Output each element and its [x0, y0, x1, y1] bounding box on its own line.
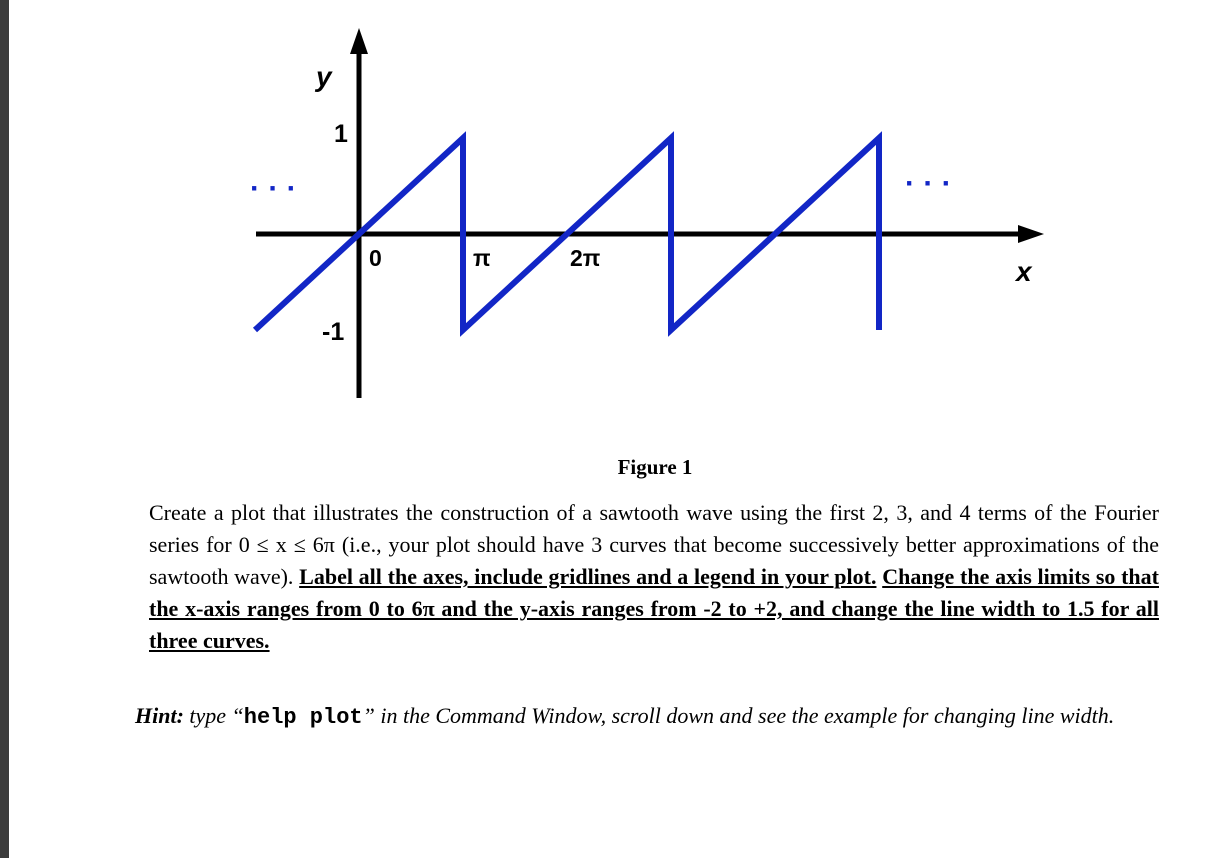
x-tick-0: 0 — [369, 245, 382, 271]
hint-text-1: type “ — [189, 703, 244, 728]
y-tick-neg1: -1 — [322, 318, 345, 346]
left-ellipsis: · · · — [250, 172, 297, 205]
right-ellipsis: · · · — [905, 167, 952, 200]
paragraph-underlined-1: Label all the axes, include gridlines and a legend in your plot — [299, 564, 871, 589]
hint-code: help plot — [243, 705, 363, 730]
x-tick-2pi: 2π — [570, 245, 601, 271]
hint-label: Hint: — [135, 703, 184, 728]
hint-text-2: ” in the Command Window, scroll down and see the example for changing line width. — [362, 703, 1115, 728]
paragraph-text: Create a plot that illustrates the construction of a sawtooth wave using the first 2, 3, and 4 terms of the Fourier series for 0 ≤ x ≤ 6π (i.e., your plot should have 3 curves that become successively better approximations of the sawtooth wave). — [149, 500, 1159, 589]
y-axis-label: y — [316, 61, 332, 92]
assignment-paragraph — [149, 497, 1159, 657]
y-tick-1: 1 — [334, 120, 348, 148]
x-tick-pi: π — [473, 245, 491, 271]
paragraph-period: . — [870, 564, 877, 589]
figure-caption: Figure 1 — [617, 455, 693, 479]
hint-paragraph — [135, 700, 1165, 734]
x-axis-label: x — [1016, 256, 1032, 287]
y-axis-arrow-icon — [350, 28, 368, 54]
paragraph-underlined-2: Change the axis limits so that the x-axis ranges from 0 to 6π and the y-axis ranges from -2 to +2, and change the line width to 1.5 for all three curves. — [149, 564, 1159, 653]
x-axis-arrow-icon — [1018, 225, 1044, 243]
